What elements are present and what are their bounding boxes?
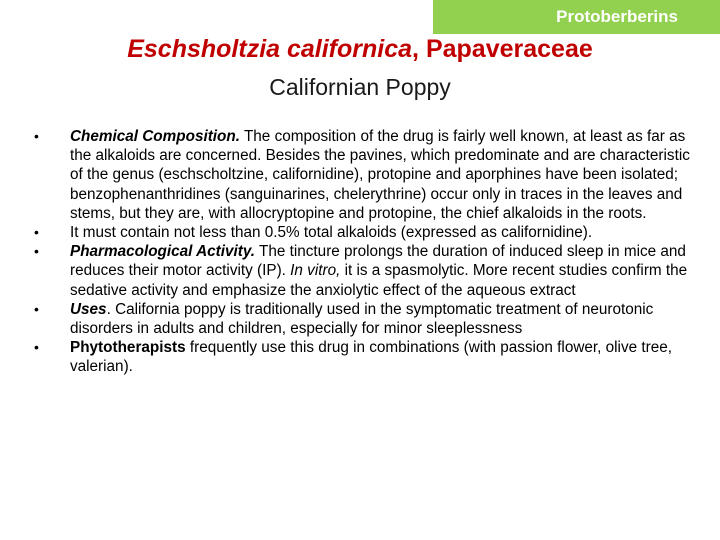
section-tag: Protoberberins <box>433 0 720 34</box>
title-family: Papaveraceae <box>425 35 593 63</box>
bullet-icon: • <box>34 128 39 144</box>
item-text: The tincture prolongs the duration of induced sleep in mice and reduces their motor activity (IP). <box>70 243 686 280</box>
list-item-phytotherapists <box>34 338 690 376</box>
title-genus: Eschsholtzia californica <box>127 35 413 63</box>
item-lead: Chemical Composition. <box>70 128 240 145</box>
bullet-icon: • <box>34 243 39 260</box>
title-common-name: Californian Poppy <box>269 74 451 100</box>
title-separator: , <box>412 35 426 63</box>
item-text: The composition of the drug is fairly well known, at least as far as the alkaloids are concerned. Besides the pavines, which predominate and are characteristic of the genus (eschscholtzine, californidine), protopine and aporphines have been isolated; benzophenanthridines (sanguinarines, chelerythrine) occur only in traces in the leaves and stems, but they are, with allocryptopine and protopine, the chief alkaloids in the roots. <box>70 128 690 222</box>
item-text: . California poppy is traditionally used in the symptomatic treatment of neurotonic disorders in adults and children, especially for minor sleeplessness <box>70 300 654 338</box>
item-text: frequently use this drug in combinations (with passion flower, olive tree, valerian). <box>70 339 672 376</box>
item-italic-phrase: In vitro, <box>290 262 341 280</box>
item-lead: Pharmacological Activity. <box>70 243 256 261</box>
bullet-list <box>34 127 690 377</box>
item-text-tail: it is a spasmolytic. More recent studies confirm the sedative activity and emphasize the anxiolytic effect of the aqueous extract <box>70 262 688 299</box>
list-item-chemical-composition <box>34 127 690 223</box>
bullet-icon: • <box>34 300 39 317</box>
slide-title <box>0 33 720 103</box>
bullet-icon: • <box>34 224 39 241</box>
item-text: It must contain not less than 0.5% total alkaloids (expressed as californidine). <box>70 224 593 242</box>
title-scientific-name <box>0 33 720 65</box>
item-lead: Uses <box>70 300 107 318</box>
item-lead: Phytotherapists <box>70 339 186 357</box>
list-item-alkaloid-content <box>34 223 690 242</box>
list-item-uses <box>34 300 690 338</box>
bullet-icon: • <box>34 339 39 356</box>
list-item-pharmacological-activity <box>34 242 690 300</box>
